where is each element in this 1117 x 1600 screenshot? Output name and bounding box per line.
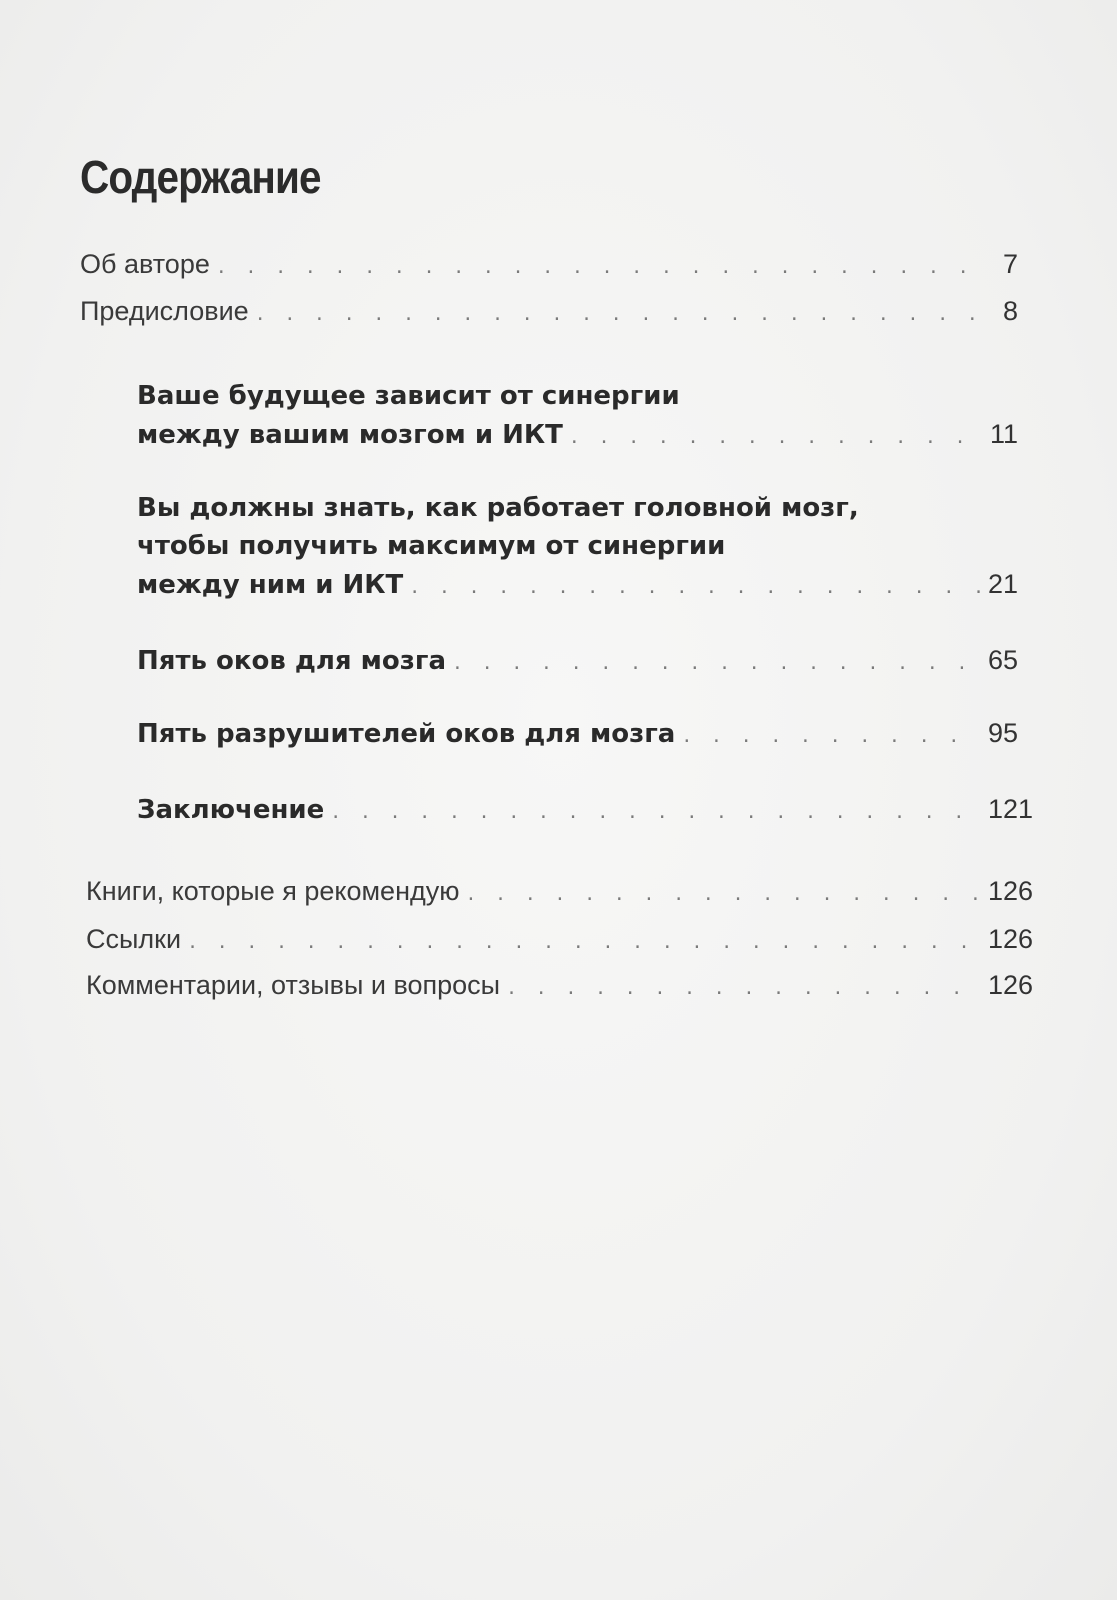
toc-page-number: 65	[988, 645, 1019, 675]
toc-entry-title: Книги, которые я рекомендую	[86, 876, 460, 906]
toc-entry-title: Пять оков для мозга	[137, 646, 447, 676]
dot-leader	[187, 924, 982, 962]
toc-entry-title-line: между ним и ИКТ	[137, 570, 404, 600]
toc-page-number: 21	[988, 569, 1019, 599]
dot-leader	[255, 296, 982, 334]
dot-leader	[216, 249, 982, 287]
toc-entry-comments	[86, 966, 1034, 1008]
dot-leader	[681, 718, 982, 756]
toc-page-number: 121	[988, 794, 1034, 824]
toc-chapter-3	[137, 641, 1018, 683]
toc-chapter-conclusion	[137, 790, 1034, 832]
toc-entry-title: Комментарии, отзывы и вопросы	[86, 970, 501, 1000]
dot-leader	[569, 419, 982, 457]
toc-page-number: 126	[988, 970, 1034, 1000]
toc-entry-links	[86, 920, 1034, 962]
dot-leader	[452, 645, 982, 683]
dot-leader	[330, 794, 982, 832]
dot-leader	[466, 876, 983, 914]
toc-entry-title-line: чтобы получить максимум от синергии	[137, 531, 726, 561]
toc-entry-title: Ссылки	[86, 924, 182, 954]
toc-entry-preface	[80, 292, 1018, 334]
toc-entry-title: Заключение	[137, 795, 325, 825]
toc-entry-title: Пять разрушителей оков для мозга	[137, 719, 676, 749]
toc-page-number: 126	[988, 924, 1034, 954]
dot-leader	[409, 569, 982, 607]
page-title: Содержание	[80, 151, 321, 203]
toc-entry-title-line: Вы должны знать, как работает головной мозг,	[137, 493, 859, 523]
toc-chapter-4	[137, 714, 1018, 756]
toc-page-number: 95	[988, 718, 1019, 748]
toc-entry-recommended-books	[86, 872, 1034, 914]
dot-leader	[506, 970, 982, 1008]
toc-page-number: 11	[989, 419, 1018, 449]
toc-page-number: 126	[988, 876, 1034, 906]
toc-chapter-1	[137, 377, 1018, 457]
toc-entry-title: Об авторе	[80, 249, 210, 279]
toc-entry-title-line: Ваше будущее зависит от синергии	[137, 381, 680, 411]
toc-entry-title: Предисловие	[80, 296, 249, 326]
toc-entry-title-line: между вашим мозгом и ИКТ	[137, 420, 563, 450]
toc-entry-about-author	[80, 245, 1018, 287]
toc-page-number: 8	[1002, 296, 1018, 326]
toc-page-number: 7	[1002, 249, 1018, 279]
toc-chapter-2	[137, 489, 1018, 607]
